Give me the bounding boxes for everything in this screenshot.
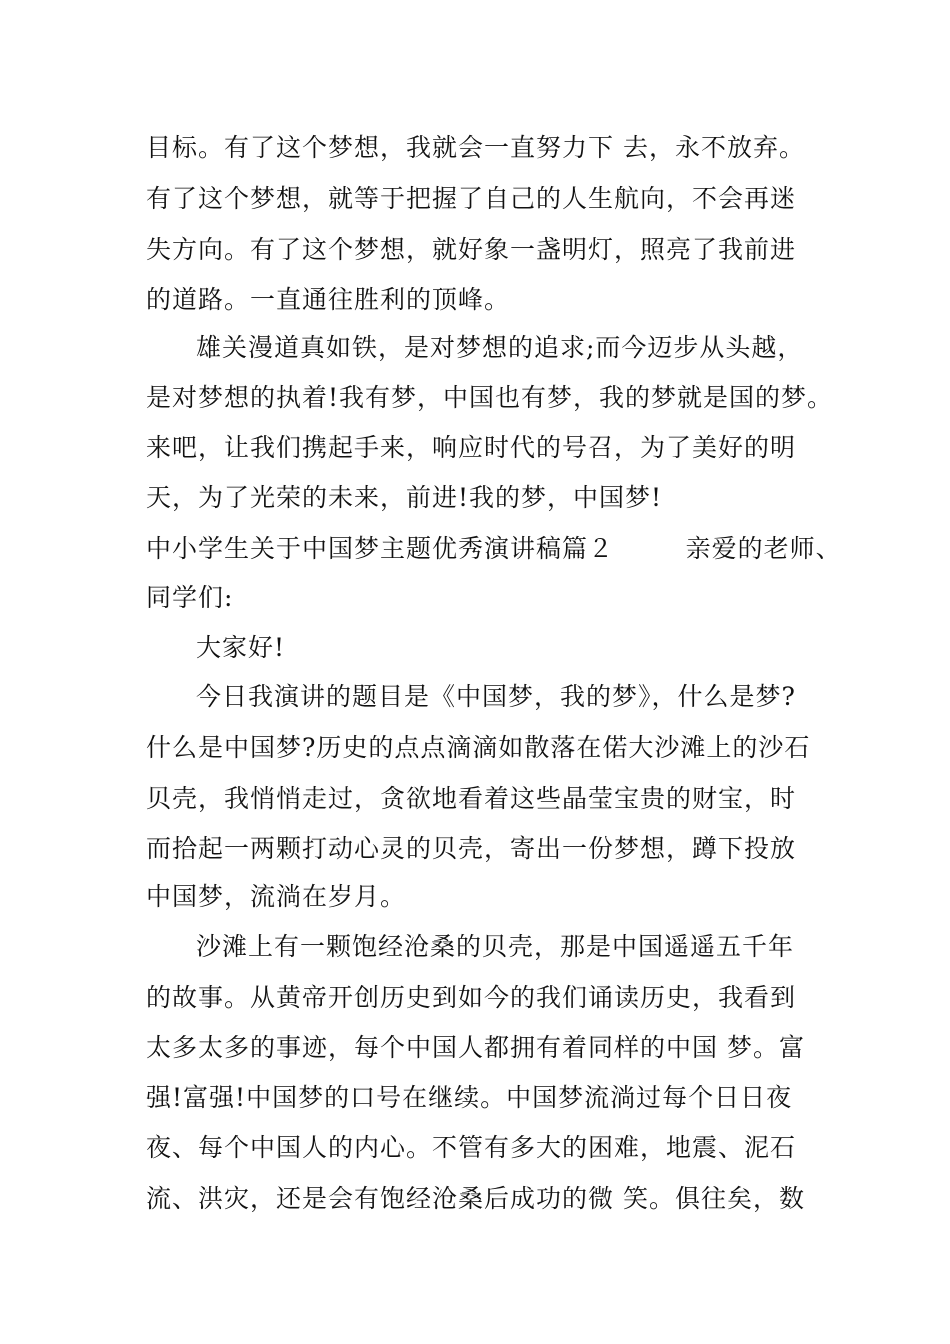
text-line: 强!富强!中国梦的口号在继续。中国梦流淌过每个日日夜 <box>146 1083 793 1112</box>
paragraph-first-line: 雄关漫道真如铁，是对梦想的追求;而今迈步从头越， <box>196 333 804 362</box>
text-line: 什么是中国梦?历史的点点滴滴如散落在偌大沙滩上的沙石 <box>146 733 811 762</box>
text-line: 目标。有了这个梦想，我就会一直努力下 去，永不放弃。 <box>146 133 805 162</box>
paragraph-first-line: 沙滩上有一颗饱经沧桑的贝壳，那是中国遥遥五千年 <box>196 932 795 961</box>
text-line: 是对梦想的执着!我有梦，中国也有梦，我的梦就是国的梦。 <box>146 383 834 412</box>
text-line: 来吧，让我们携起手来，响应时代的号召，为了美好的明 <box>146 433 797 462</box>
text-line: 夜、每个中国人的内心。不管有多大的困难，地震、泥石 <box>146 1133 797 1162</box>
text-line: 太多太多的事迹，每个中国人都拥有着同样的中国 梦。富 <box>146 1033 805 1062</box>
text-line: 有了这个梦想，就等于把握了自己的人生航向，不会再迷 <box>146 184 797 213</box>
text-line: 的道路。一直通往胜利的顶峰。 <box>146 285 511 314</box>
greeting: 大家好! <box>196 633 286 662</box>
text-line: 同学们: <box>146 583 234 612</box>
text-line: 流、洪灾，还是会有饱经沧桑后成功的微 笑。俱往矣，数 <box>146 1184 805 1213</box>
section-heading: 中小学生关于中国梦主题优秀演讲稿篇２ 亲爱的老师、 <box>146 534 842 563</box>
text-line: 失方向。有了这个梦想，就好象一盏明灯，照亮了我前进 <box>146 235 797 264</box>
text-line: 中国梦，流淌在岁月。 <box>146 882 407 911</box>
text-line: 而拾起一两颗打动心灵的贝壳，寄出一份梦想，蹲下投放 <box>146 834 797 863</box>
text-line: 的故事。从黄帝开创历史到如今的我们诵读历史，我看到 <box>146 983 797 1012</box>
text-line: 天，为了光荣的未来，前进!我的梦，中国梦! <box>146 483 663 512</box>
text-line: 贝壳，我悄悄走过，贪欲地看着这些晶莹宝贵的财宝，时 <box>146 784 797 813</box>
paragraph-first-line: 今日我演讲的题目是《中国梦，我的梦》，什么是梦? <box>196 682 796 711</box>
